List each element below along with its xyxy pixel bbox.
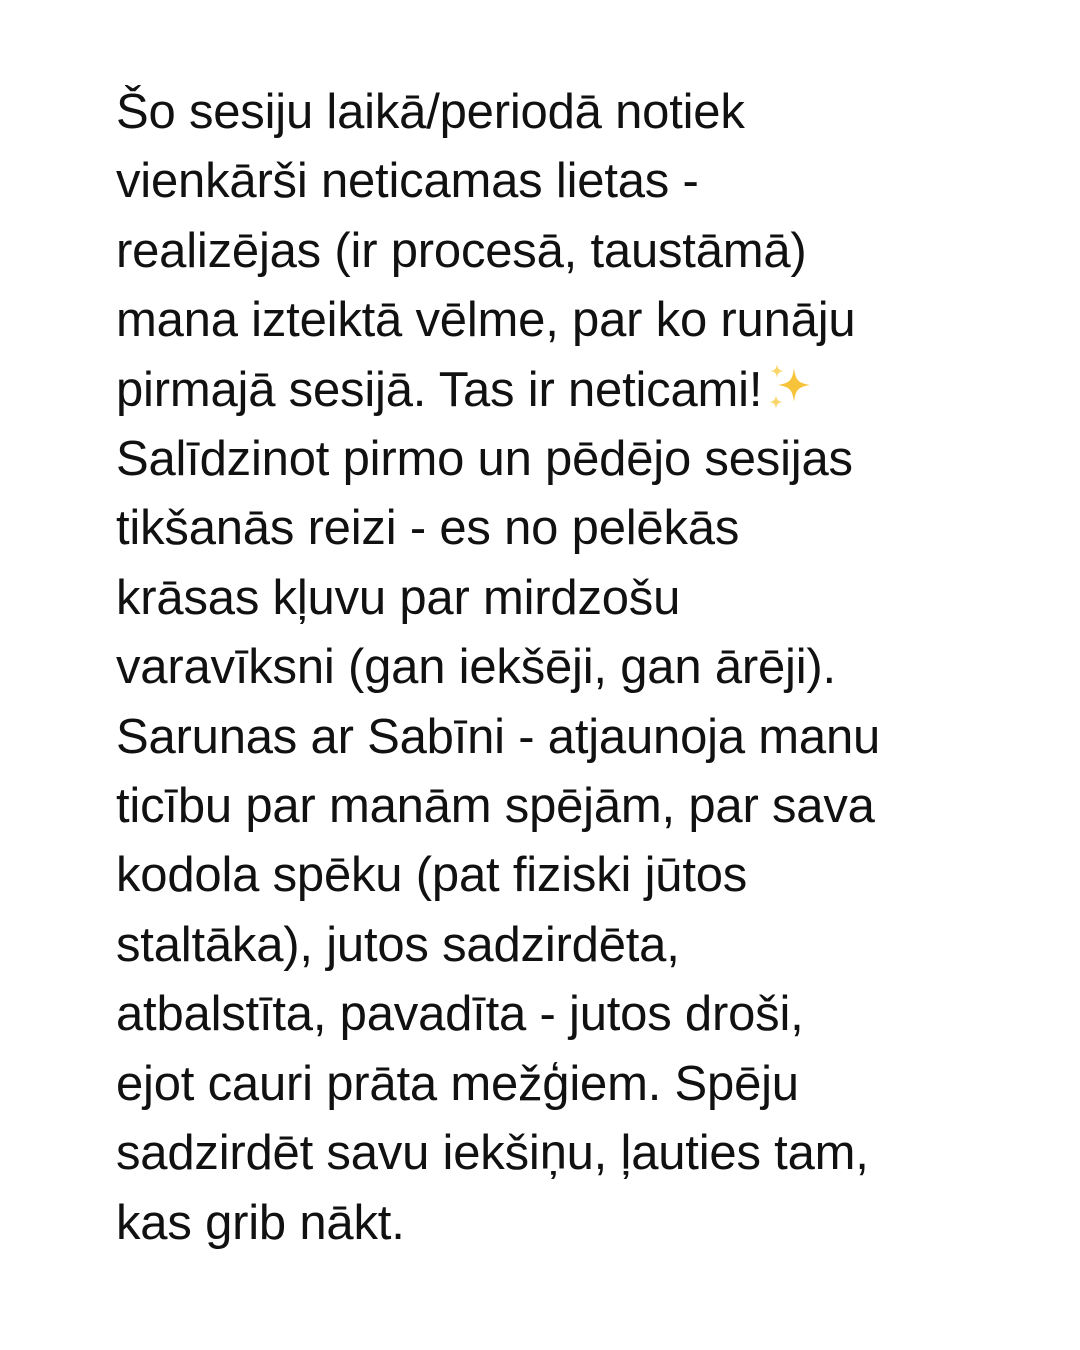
note-line-15: ejot cauri prāta mežģiem. Spēju — [116, 1056, 799, 1111]
note-line-2: vienkārši neticamas lietas - — [116, 154, 699, 209]
note-line-12: kodola spēku (pat fiziski jūtos — [116, 848, 748, 903]
note-line-4: mana izteiktā vēlme, par ko runāju — [116, 293, 856, 348]
sparkles-icon — [764, 362, 816, 414]
note-line-5: pirmajā sesijā. Tas ir neticami! — [116, 362, 763, 417]
note-body — [116, 78, 1016, 1258]
note-line-1: Šo sesiju laikā/periodā notiek — [116, 85, 745, 139]
note-line-5-wrapper — [116, 356, 1016, 425]
note-line-14: atbalstīta, pavadīta - jutos droši, — [116, 987, 804, 1042]
note-line-8: krāsas kļuvu par mirdzošu — [116, 570, 681, 625]
note-line-13: staltāka), jutos sadzirdēta, — [116, 917, 680, 972]
note-line-9: varavīksni (gan iekšēji, gan ārēji). — [116, 640, 836, 695]
note-line-10: Sarunas ar Sabīni - atjaunoja manu — [116, 709, 881, 764]
note-line-17: kas grib nākt. — [116, 1195, 405, 1250]
note-line-16: sadzirdēt savu iekšiņu, ļauties tam, — [116, 1126, 869, 1181]
note-line-11: ticību par manām spējām, par sava — [116, 779, 875, 834]
note-line-7: tikšanās reizi - es no pelēkās — [116, 501, 740, 556]
note-line-6: Salīdzinot pirmo un pēdējo sesijas — [116, 432, 853, 487]
note-line-3: realizējas (ir procesā, taustāmā) — [116, 223, 807, 278]
